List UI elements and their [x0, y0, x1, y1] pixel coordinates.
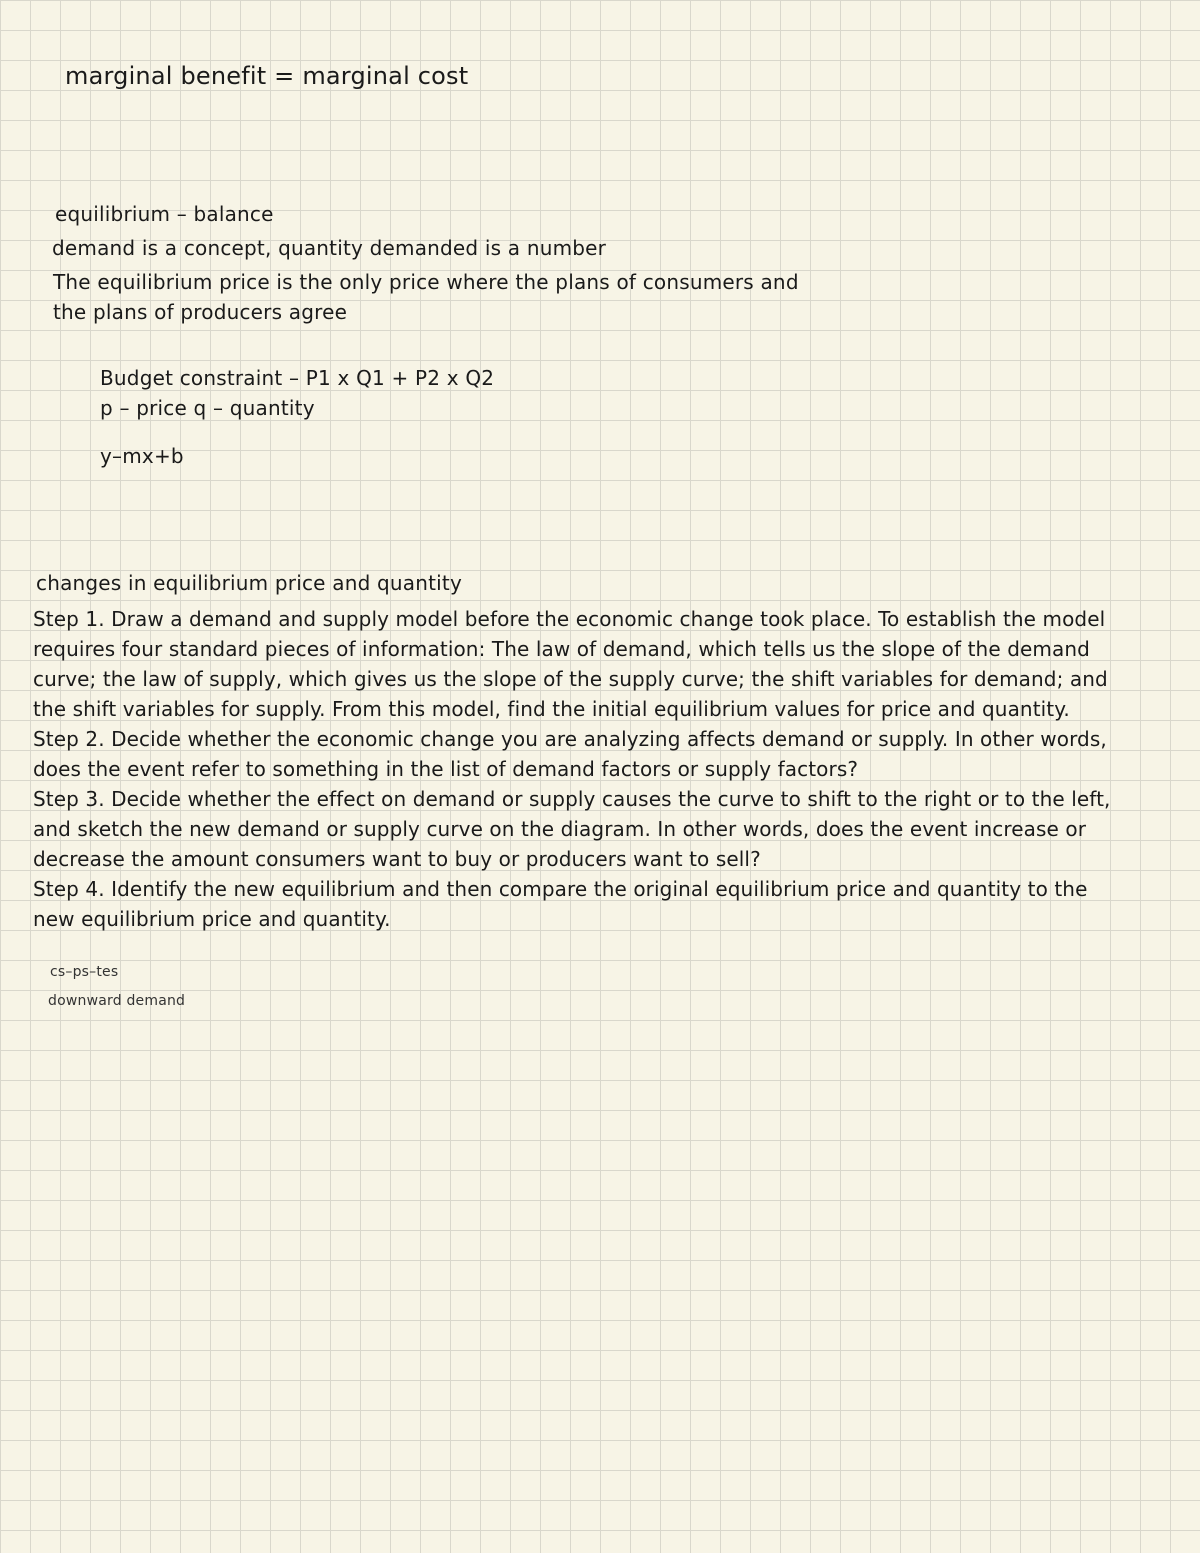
price-quantity-note: p – price q – quantity [100, 396, 315, 420]
budget-constraint-note: Budget constraint – P1 x Q1 + P2 x Q2 [100, 366, 495, 390]
equilibrium-price-line-2: the plans of producers agree [53, 300, 348, 324]
steps-line: curve; the law of supply, which gives us the slope of the supply curve; the shift variables for demand; and [33, 667, 1108, 691]
steps-paragraph [33, 604, 1173, 934]
steps-line: Step 3. Decide whether the effect on demand or supply causes the curve to shift to the right or to the left, [33, 787, 1111, 811]
changes-heading: changes in equilibrium price and quantity [36, 571, 463, 595]
steps-line: requires four standard pieces of information: The law of demand, which tells us the slope of the demand [33, 637, 1090, 661]
page-title: marginal benefit = marginal cost [65, 62, 469, 90]
steps-line: the shift variables for supply. From this model, find the initial equilibrium values for price and quantity. [33, 697, 1070, 721]
steps-line: Step 1. Draw a demand and supply model before the economic change took place. To establish the model [33, 607, 1106, 631]
line-equation-note: y–mx+b [100, 444, 184, 468]
steps-line: does the event refer to something in the list of demand factors or supply factors? [33, 757, 859, 781]
steps-line: decrease the amount consumers want to buy or producers want to sell? [33, 847, 761, 871]
equilibrium-definition: equilibrium – balance [55, 202, 274, 226]
demand-concept-note: demand is a concept, quantity demanded is a number [52, 236, 607, 260]
steps-line: new equilibrium price and quantity. [33, 907, 391, 931]
surplus-note: cs–ps–tes [50, 964, 119, 980]
equilibrium-price-line-1: The equilibrium price is the only price where the plans of consumers and [53, 270, 799, 294]
downward-demand-note: downward demand [48, 993, 186, 1009]
steps-line: Step 4. Identify the new equilibrium and then compare the original equilibrium price and quantity to the [33, 877, 1088, 901]
steps-line: and sketch the new demand or supply curve on the diagram. In other words, does the event increase or [33, 817, 1087, 841]
steps-line: Step 2. Decide whether the economic change you are analyzing affects demand or supply. In other words, [33, 727, 1107, 751]
